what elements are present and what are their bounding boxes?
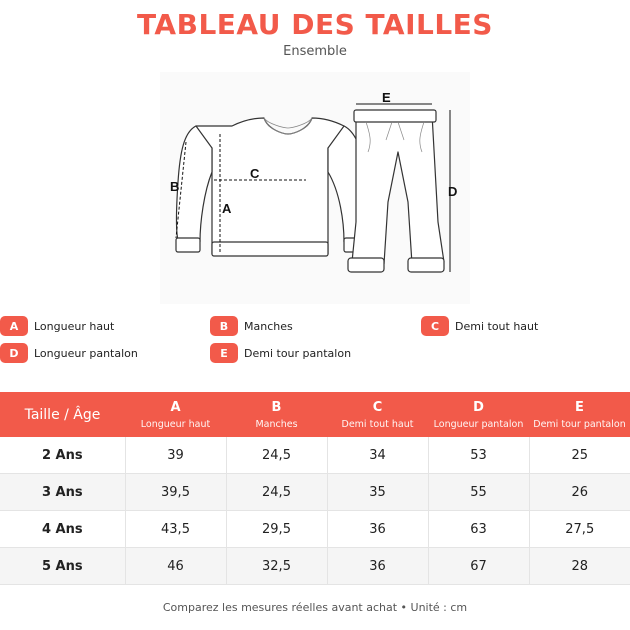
header-col-c (327, 392, 428, 437)
header-size-age: Taille / Âge (0, 392, 125, 437)
legend-item-d (0, 343, 138, 363)
header-col-e (529, 392, 630, 437)
legend-badge: C (421, 316, 449, 336)
cell-e: 25 (529, 437, 630, 474)
cell-c: 36 (327, 511, 428, 548)
legend-label: Demi tour pantalon (244, 346, 352, 360)
measure-label-b: B (170, 179, 180, 194)
legend-label: Manches (244, 319, 293, 333)
cell-d: 63 (428, 511, 529, 548)
legend-item-a (0, 316, 114, 336)
table-header-row (0, 392, 630, 437)
size-table (0, 392, 630, 585)
legend-badge: E (210, 343, 238, 363)
cell-c: 35 (327, 474, 428, 511)
header-letter: E (575, 399, 584, 415)
measure-label-c: C (250, 166, 260, 181)
table-row (0, 474, 630, 511)
measure-label-e: E (382, 90, 391, 105)
cell-b: 24,5 (226, 437, 327, 474)
header-letter: D (473, 399, 484, 415)
legend-label: Longueur pantalon (34, 346, 138, 360)
header-letter: B (271, 399, 282, 415)
table-row (0, 548, 630, 585)
pants-waistband (354, 110, 436, 122)
header-letter: C (372, 399, 383, 415)
cell-a: 43,5 (125, 511, 226, 548)
measure-label-a: A (222, 201, 232, 216)
cell-e: 28 (529, 548, 630, 585)
table-row (0, 511, 630, 548)
garment-drawing (160, 72, 470, 304)
sweatshirt-waistband (212, 242, 328, 256)
header-sublabel: Demi tour pantalon (533, 418, 626, 430)
legend-item-c (421, 316, 538, 336)
cell-c: 36 (327, 548, 428, 585)
pants-left-cuff (348, 258, 384, 272)
cell-b: 29,5 (226, 511, 327, 548)
header-col-a (125, 392, 226, 437)
pants-shape (352, 114, 444, 264)
cell-a: 39 (125, 437, 226, 474)
legend-item-b (210, 316, 293, 336)
sweatshirt-left-cuff (176, 238, 200, 252)
cell-d: 55 (428, 474, 529, 511)
legend-badge: B (210, 316, 238, 336)
header-sublabel: Manches (255, 418, 298, 430)
cell-c: 34 (327, 437, 428, 474)
header-sublabel: Longueur haut (140, 418, 211, 430)
header-sublabel: Demi tout haut (341, 418, 414, 430)
page-title: TABLEAU DES TAILLES (137, 8, 493, 41)
cell-a: 39,5 (125, 474, 226, 511)
cell-e: 26 (529, 474, 630, 511)
header-letter: A (170, 399, 181, 415)
sweatshirt-shape (184, 118, 356, 254)
row-size: 2 Ans (0, 437, 125, 474)
legend-label: Demi tout haut (455, 319, 539, 333)
row-size: 5 Ans (0, 548, 125, 585)
header-col-d (428, 392, 529, 437)
page-subtitle: Ensemble (283, 44, 347, 59)
legend-label: Longueur haut (34, 319, 115, 333)
cell-a: 46 (125, 548, 226, 585)
legend-badge: A (0, 316, 28, 336)
cell-b: 24,5 (226, 474, 327, 511)
cell-b: 32,5 (226, 548, 327, 585)
row-size: 3 Ans (0, 474, 125, 511)
garment-illustration (160, 72, 470, 304)
legend-item-e (210, 343, 351, 363)
measure-label-d: D (448, 184, 458, 199)
row-size: 4 Ans (0, 511, 125, 548)
cell-d: 53 (428, 437, 529, 474)
cell-e: 27,5 (529, 511, 630, 548)
pants-right-cuff (408, 258, 444, 272)
legend-badge: D (0, 343, 28, 363)
footer-note: Comparez les mesures réelles avant achat • Unité : cm (162, 601, 468, 614)
header-col-b (226, 392, 327, 437)
table-row (0, 437, 630, 474)
header-sublabel: Longueur pantalon (433, 418, 524, 430)
cell-d: 67 (428, 548, 529, 585)
